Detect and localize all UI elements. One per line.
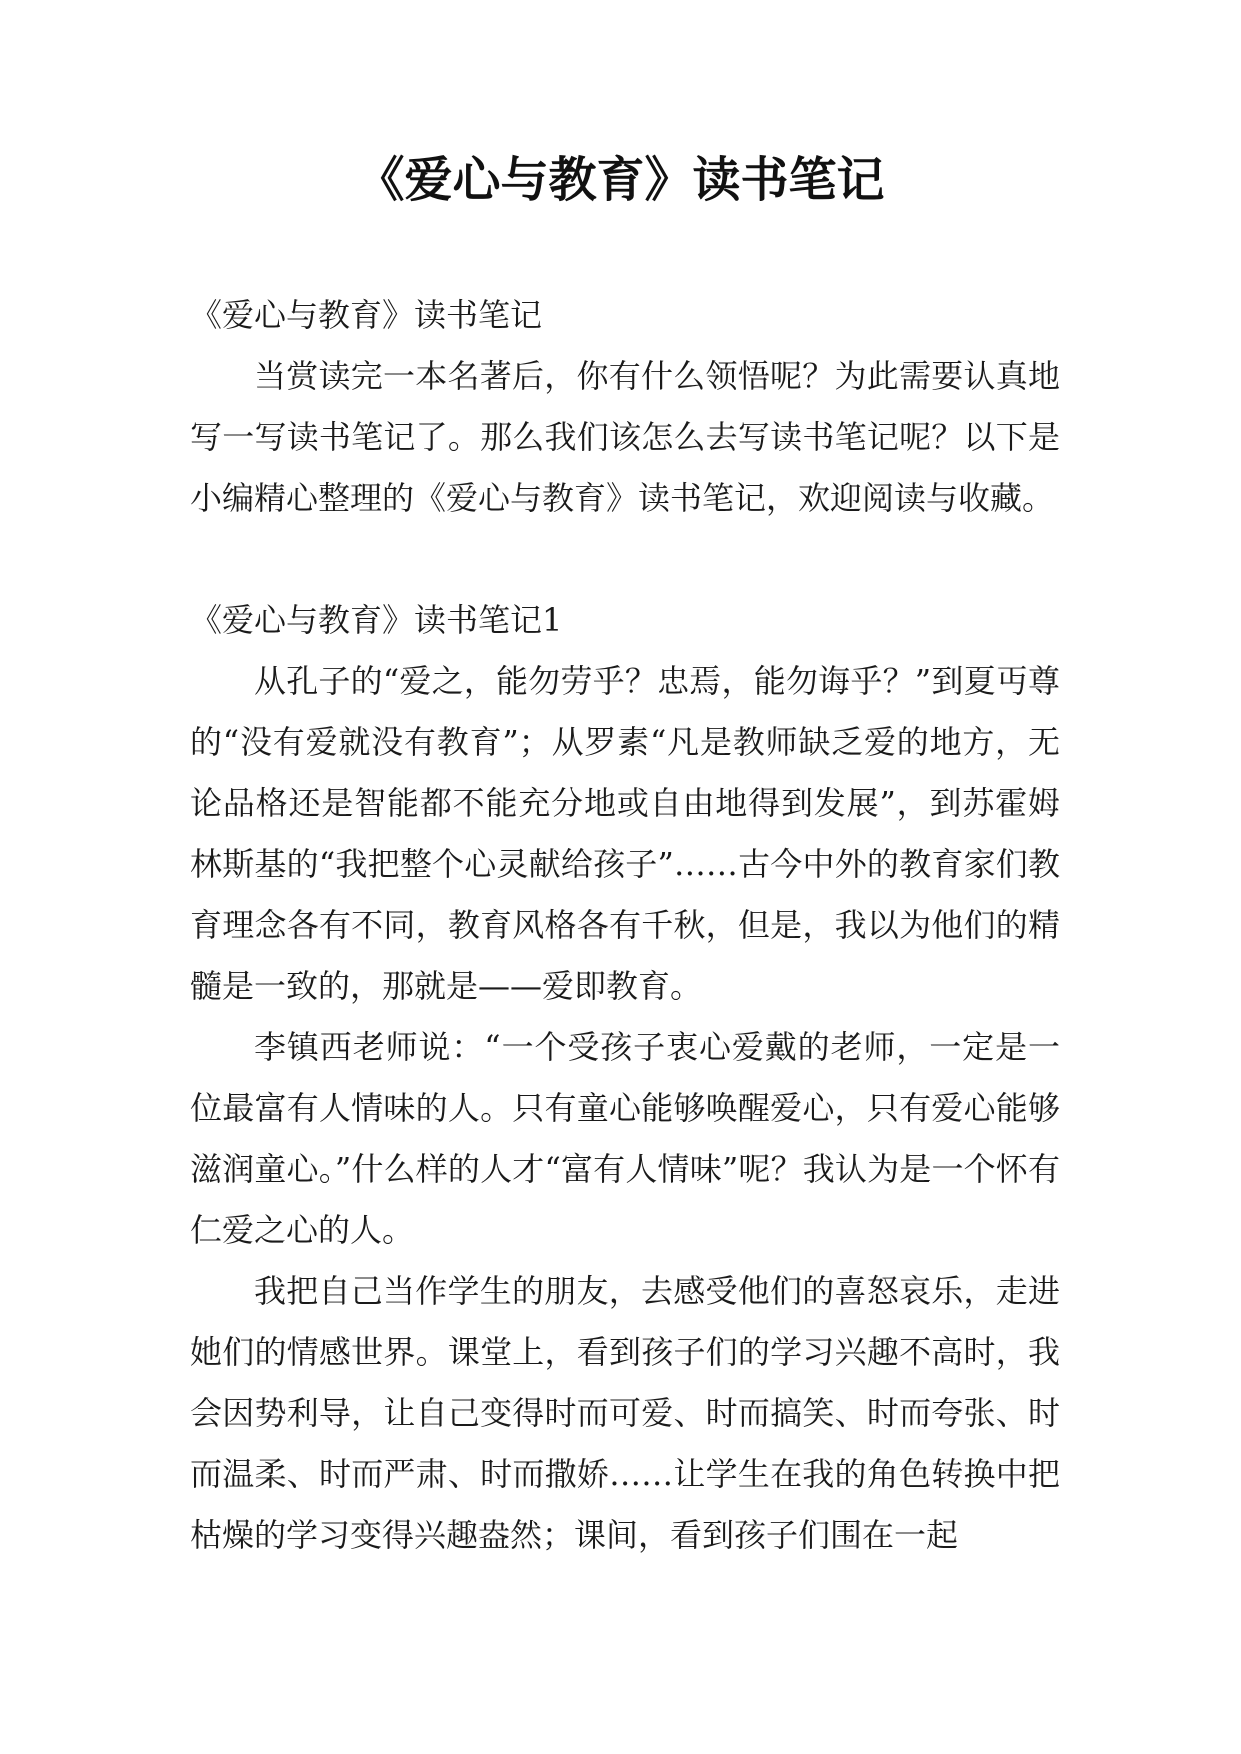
intro-paragraph: 当赏读完一本名著后，你有什么领悟呢？为此需要认真地写一写读书笔记了。那么我们该怎么去写读书笔记呢？以下是小编精心整理的《爱心与教育》读书笔记，欢迎阅读与收藏。 xyxy=(190,357,1060,517)
document-body xyxy=(190,285,1060,1566)
paragraph-spacer xyxy=(190,529,1060,590)
body-paragraph-2: 李镇西老师说：“一个受孩子衷心爱戴的老师，一定是一位最富有人情味的人。只有童心能够唤醒爱心，只有爱心能够滋润童心。”什么样的人才“富有人情味”呢？我认为是一个怀有仁爱之心的人。 xyxy=(190,1028,1060,1249)
section-heading: 《爱心与教育》读书笔记1 xyxy=(190,601,563,639)
body-paragraph-1: 从孔子的“爱之，能勿劳乎？忠焉，能勿诲乎？”到夏丏尊的“没有爱就没有教育”；从罗素“凡是教师缺乏爱的地方，无论品格还是智能都不能充分地或自由地得到发展”，到苏霍姆林斯基的“我把整个心灵献给孩子”……古今中外的教育家们教育理念各有不同，教育风格各有千秋，但是，我以为他们的精髓是一致的，那就是——爱即教育。 xyxy=(190,662,1060,1005)
body-paragraph-3: 我把自己当作学生的朋友，去感受他们的喜怒哀乐，走进她们的情感世界。课堂上，看到孩子们的学习兴趣不高时，我会因势利导，让自己变得时而可爱、时而搞笑、时而夸张、时而温柔、时而严肃、时而撒娇……让学生在我的角色转换中把枯燥的学习变得兴趣盎然；课间，看到孩子们围在一起 xyxy=(190,1272,1060,1554)
document-title: 《爱心与教育》读书笔记 xyxy=(356,152,885,208)
document-subtitle: 《爱心与教育》读书笔记 xyxy=(190,296,543,334)
